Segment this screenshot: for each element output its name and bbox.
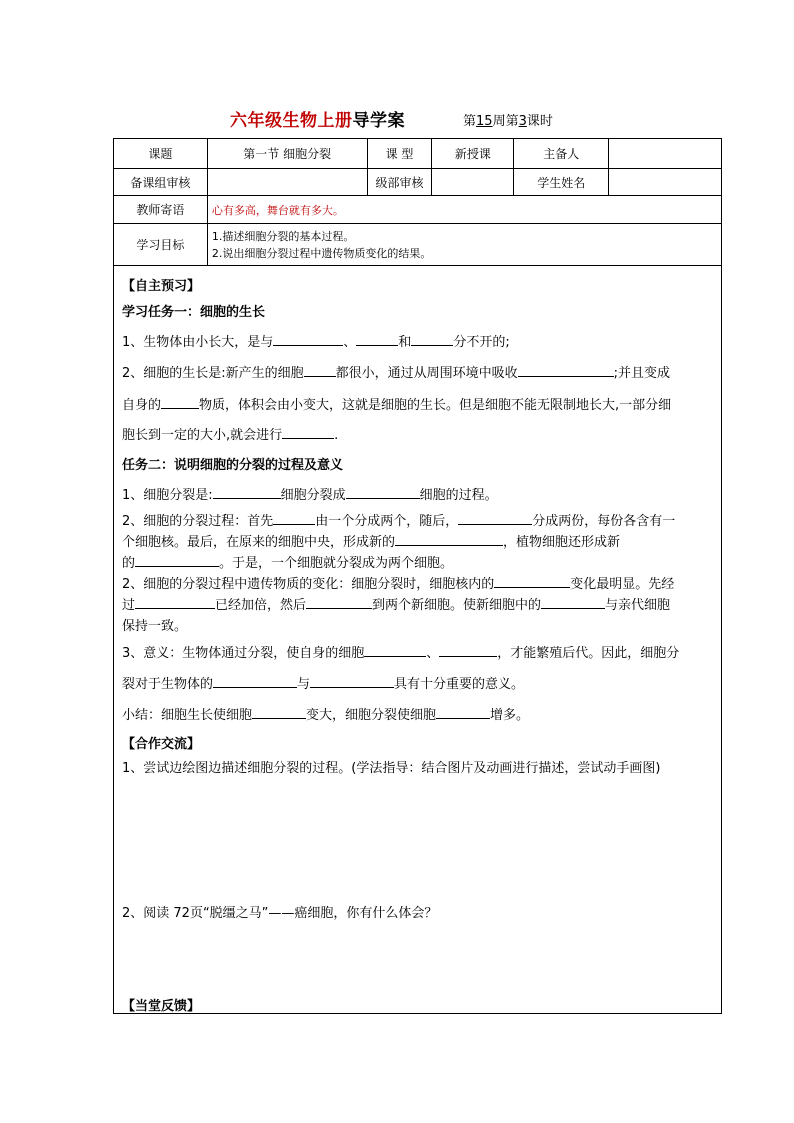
- worksheet-body: [113, 265, 722, 1014]
- d3-text-e: 到两个新细胞。使新细胞中的: [372, 598, 542, 613]
- d2-text-f: 的: [122, 556, 136, 571]
- blank[interactable]: [213, 485, 281, 499]
- goals-label: 学习目标: [114, 224, 208, 266]
- task1-title: 学习任务一：细胞的生长: [122, 305, 266, 320]
- topic-label: 课题: [114, 139, 208, 169]
- week-lesson-info: [463, 110, 553, 129]
- week-mid: 周第: [492, 114, 519, 129]
- summary: [122, 704, 529, 723]
- blank[interactable]: [273, 332, 343, 346]
- d2-text-e: ，植物细胞还形成新: [503, 535, 621, 550]
- m1-text-b: 、: [426, 646, 440, 661]
- page-title: [230, 106, 405, 131]
- blank[interactable]: [356, 332, 398, 346]
- q2-text-a: 2、细胞的生长是:新产生的细胞: [122, 366, 304, 381]
- blank[interactable]: [346, 485, 420, 499]
- d1-text-a: 1、细胞分裂是:: [122, 488, 213, 503]
- blank[interactable]: [252, 705, 306, 719]
- motto-value: 心有多高，舞台就有多大。: [207, 196, 721, 224]
- title-type: 导学案: [352, 111, 405, 131]
- question-2-line-1: [122, 362, 670, 381]
- summary-text-c: 增多。: [490, 708, 530, 723]
- feedback-heading: 【当堂反馈】: [122, 999, 201, 1014]
- d1-text-c: 细胞的过程。: [419, 488, 498, 503]
- question-2-line-3: [122, 424, 338, 443]
- genetic-q-line-3: [122, 615, 187, 634]
- d2-text-b: 由一个分成两个，随后，: [315, 514, 459, 529]
- blank[interactable]: [304, 363, 336, 377]
- blank[interactable]: [135, 595, 215, 609]
- student-name-value[interactable]: [609, 169, 722, 196]
- division-q2-line-1: [122, 510, 675, 529]
- info-row-4: [114, 224, 722, 266]
- m1-text-f: 具有十分重要的意义。: [394, 677, 525, 692]
- division-q1: [122, 484, 498, 503]
- type-label: 课 型: [367, 139, 432, 169]
- blank[interactable]: [310, 674, 394, 688]
- blank[interactable]: [436, 705, 490, 719]
- cooperate-heading: 【合作交流】: [122, 737, 201, 752]
- motto-label: 教师寄语: [114, 196, 208, 224]
- author-label: 主备人: [514, 139, 609, 169]
- division-q2-line-2: [122, 531, 620, 550]
- d1-text-b: 细胞分裂成: [280, 488, 346, 503]
- blank[interactable]: [518, 363, 614, 377]
- blank[interactable]: [161, 395, 199, 409]
- goal-2: 2.说出细胞分裂过程中遗传物质变化的结果。: [211, 246, 432, 260]
- blank[interactable]: [282, 425, 334, 439]
- q1-text-a: 1、生物体由小长大，是与: [122, 335, 274, 350]
- goals-cell: [207, 224, 721, 266]
- week-prefix: 第: [463, 114, 477, 129]
- info-row-3: [114, 196, 722, 224]
- d3-text-c: 过: [122, 598, 136, 613]
- topic-value: 第一节 细胞分裂: [207, 139, 367, 169]
- division-q2-line-3: [122, 552, 453, 571]
- blank[interactable]: [458, 511, 532, 525]
- page-header: [0, 106, 794, 134]
- blank[interactable]: [135, 553, 219, 567]
- blank[interactable]: [439, 643, 497, 657]
- d3-text-f: 与亲代细胞: [605, 598, 671, 613]
- info-row-2: [114, 169, 722, 196]
- cooperate-question-2: 2、阅读 72页“脱缰之马”——癌细胞，你有什么体会？: [122, 906, 438, 921]
- d2-text-a: 2、细胞的分裂过程：首先: [122, 514, 274, 529]
- preview-heading: 【自主预习】: [122, 279, 201, 294]
- m1-text-c: ，才能繁殖后代。因此，细胞分: [497, 646, 680, 661]
- d2-text-d: 个细胞核。最后，在原来的细胞中央，形成新的: [122, 535, 396, 550]
- d3-text-b: 变化最明显。先经: [570, 577, 675, 592]
- m1-text-d: 裂对于生物体的: [122, 677, 214, 692]
- author-value[interactable]: [609, 139, 722, 169]
- m1-text-e: 与: [297, 677, 311, 692]
- grade-review-value[interactable]: [432, 169, 514, 196]
- blank[interactable]: [306, 595, 372, 609]
- blank[interactable]: [213, 674, 297, 688]
- goal-1: 1.描述细胞分裂的基本过程。: [211, 229, 355, 243]
- d3-text-a: 2、细胞的分裂过程中遗传物质的变化：细胞分裂时，细胞核内的: [122, 577, 495, 592]
- q2-text-d: 自身的: [122, 398, 162, 413]
- d2-text-g: 。于是，一个细胞就分裂成为两个细胞。: [219, 556, 454, 571]
- title-grade: 六年级: [230, 111, 283, 131]
- review-value[interactable]: [207, 169, 367, 196]
- blank[interactable]: [395, 532, 503, 546]
- q1-text-b: 、: [343, 335, 357, 350]
- d3-text-g: 保持一致。: [122, 619, 188, 634]
- q2-text-b: 都很小，通过从周围环境中吸收: [335, 366, 518, 381]
- q1-text-c: 和: [398, 335, 412, 350]
- week-number: 15: [476, 114, 493, 129]
- blank[interactable]: [411, 332, 453, 346]
- info-table: [113, 138, 722, 266]
- q2-text-f: 胞长到一定的大小,就会进行: [122, 428, 283, 443]
- summary-text-a: 小结：细胞生长使细胞: [122, 708, 253, 723]
- q2-text-e: 物质，体积会由小变大，这就是细胞的生长。但是细胞不能无限制地长大,一部分细: [199, 398, 672, 413]
- d2-text-c: 分成两份，每份各含有一: [532, 514, 676, 529]
- meaning-line-1: [122, 642, 679, 661]
- grade-review-label: 级部审核: [367, 169, 432, 196]
- m1-text-a: 3、意义：生物体通过分裂，使自身的细胞: [122, 646, 365, 661]
- summary-text-b: 变大，细胞分裂使细胞: [306, 708, 437, 723]
- blank[interactable]: [364, 643, 426, 657]
- genetic-q-line-1: [122, 573, 674, 592]
- blank[interactable]: [273, 511, 315, 525]
- q1-text-d: 分不开的;: [453, 335, 510, 350]
- lesson-suffix: 课时: [526, 114, 553, 129]
- lesson-number: 3: [518, 114, 527, 129]
- d3-text-d: 已经加倍，然后: [215, 598, 307, 613]
- blank[interactable]: [494, 574, 570, 588]
- q2-text-c: ;并且变成: [613, 366, 671, 381]
- type-value: 新授课: [432, 139, 514, 169]
- meaning-line-2: [122, 673, 524, 692]
- review-label: 备课组审核: [114, 169, 208, 196]
- question-1: [122, 331, 510, 350]
- student-name-label: 学生姓名: [514, 169, 609, 196]
- question-2-line-2: [122, 394, 671, 413]
- info-row-1: [114, 139, 722, 169]
- genetic-q-line-2: [122, 594, 670, 613]
- blank[interactable]: [541, 595, 605, 609]
- q2-text-g: .: [334, 428, 339, 443]
- title-subject: 生物上册: [282, 111, 353, 131]
- cooperate-question-1: 1、尝试边绘图边描述细胞分裂的过程。(学法指导：结合图片及动画进行描述，尝试动手画图): [122, 761, 661, 776]
- task2-title: 任务二：说明细胞的分裂的过程及意义: [122, 458, 344, 473]
